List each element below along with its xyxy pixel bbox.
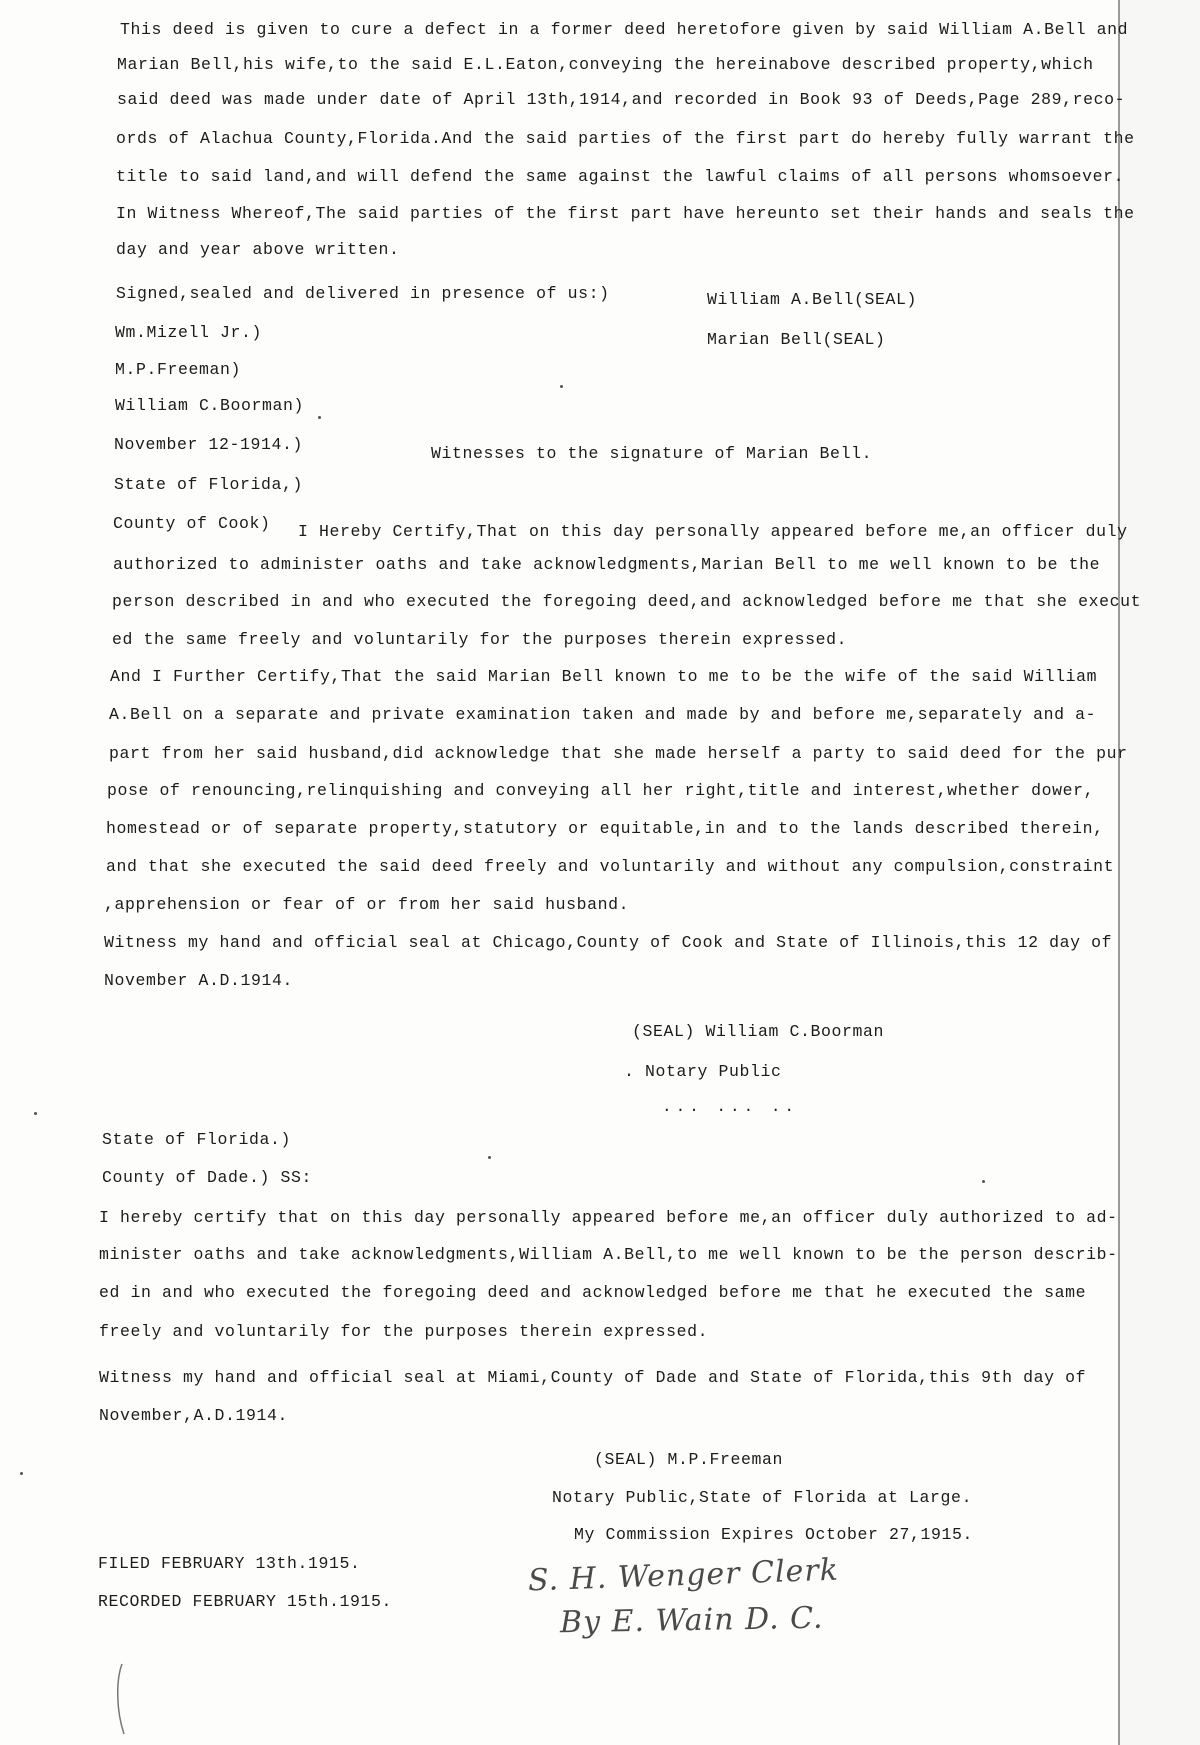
- filed-stamp: FILED FEBRUARY 13th.1915.: [98, 1554, 361, 1573]
- deed-line: In Witness Whereof,The said parties of the first part have hereunto set their hands and seals the: [116, 204, 1135, 223]
- ack-line: November,A.D.1914.: [99, 1406, 289, 1425]
- ack-line: ,apprehension or fear of or from her said husband.: [104, 895, 630, 914]
- venue-state: State of Florida,): [114, 475, 304, 494]
- page-margin: [1120, 0, 1200, 1745]
- ack-line: ed in and who executed the foregoing deed and acknowledged before me that he executed the same: [99, 1283, 1087, 1302]
- ack-line: ed the same freely and voluntarily for the purposes therein expressed.: [112, 630, 848, 649]
- clerk-signature: S. H. Wenger Clerk: [527, 1552, 840, 1599]
- witness-name: Wm.Mizell Jr.): [115, 323, 263, 342]
- venue-county: County of Cook): [113, 514, 271, 533]
- notary-name: (SEAL) M.P.Freeman: [594, 1450, 784, 1469]
- ink-speck: [560, 385, 563, 388]
- ack-line: Witness my hand and official seal at Miami,County of Dade and State of Florida,this 9th day of: [99, 1368, 1087, 1387]
- recorded-stamp: RECORDED FEBRUARY 15th.1915.: [98, 1592, 393, 1611]
- commission-expiry: My Commission Expires October 27,1915.: [574, 1525, 974, 1544]
- ink-speck: [488, 1156, 491, 1159]
- ack-line: And I Further Certify,That the said Marian Bell known to me to be the wife of the said William: [110, 667, 1098, 686]
- ack-line: A.Bell on a separate and private examination taken and made by and before me,separately and a-: [109, 705, 1097, 724]
- ack-line: and that she executed the said deed freely and voluntarily and without any compulsion,constraint: [106, 857, 1115, 876]
- ack-line: I hereby certify that on this day personally appeared before me,an officer duly authorized to ad-: [99, 1208, 1118, 1227]
- deed-line: ords of Alachua County,Florida.And the said parties of the first part do hereby fully warrant the: [116, 129, 1135, 148]
- notary-title: . Notary Public: [624, 1062, 782, 1081]
- venue-county: County of Dade.) SS:: [102, 1168, 313, 1187]
- ink-speck: [34, 1112, 37, 1115]
- pencil-mark: [112, 1660, 132, 1740]
- ack-line: minister oaths and take acknowledgments,William A.Bell,to me well known to be the person describ-: [99, 1245, 1118, 1264]
- venue-state: State of Florida.): [102, 1130, 292, 1149]
- witness-name: William C.Boorman): [115, 396, 305, 415]
- ink-speck: [982, 1180, 985, 1183]
- ack-line: person described in and who executed the foregoing deed,and acknowledged before me that she execut: [112, 592, 1142, 611]
- page-edge: [1118, 0, 1120, 1745]
- grantor-signature: William A.Bell(SEAL): [707, 290, 918, 309]
- ack-line: freely and voluntarily for the purposes therein expressed.: [99, 1322, 709, 1341]
- deputy-signature: By E. Wain D. C.: [559, 1600, 824, 1641]
- witnesses-note: Witnesses to the signature of Marian Bell.: [431, 444, 873, 463]
- deed-line: said deed was made under date of April 13th,1914,and recorded in Book 93 of Deeds,Page 289,reco-: [117, 90, 1126, 109]
- deed-line: title to said land,and will defend the same against the lawful claims of all persons whomsoever.: [116, 167, 1125, 186]
- ink-speck: [318, 416, 321, 419]
- witness-name: M.P.Freeman): [115, 360, 242, 379]
- deed-line: day and year above written.: [116, 240, 400, 259]
- notary-name: (SEAL) William C.Boorman: [632, 1022, 885, 1041]
- ack-line: November A.D.1914.: [104, 971, 294, 990]
- ack-line: homestead or of separate property,statutory or equitable,in and to the lands described therein,: [106, 819, 1104, 838]
- dot-row: ... ... ..: [662, 1098, 799, 1116]
- ack-line: Witness my hand and official seal at Chicago,County of Cook and State of Illinois,this 12 day of: [104, 933, 1113, 952]
- grantor-signature: Marian Bell(SEAL): [707, 330, 886, 349]
- ink-speck: [20, 1472, 23, 1475]
- ack-line: pose of renouncing,relinquishing and conveying all her right,title and interest,whether dower,: [107, 781, 1095, 800]
- notary-title: Notary Public,State of Florida at Large.: [552, 1488, 973, 1507]
- deed-line: Marian Bell,his wife,to the said E.L.Eaton,conveying the hereinabove described property,which: [117, 55, 1094, 74]
- deed-line: This deed is given to cure a defect in a former deed heretofore given by said William A.Bell and: [120, 20, 1129, 39]
- witness-date: November 12-1914.): [114, 435, 304, 454]
- signed-sealed-line: Signed,sealed and delivered in presence of us:): [116, 284, 610, 303]
- ack-line: part from her said husband,did acknowledge that she made herself a party to said deed for the pur: [109, 744, 1128, 763]
- ack-line: authorized to administer oaths and take acknowledgments,Marian Bell to me well known to be the: [113, 555, 1101, 574]
- ack-line: I Hereby Certify,That on this day personally appeared before me,an officer duly: [298, 522, 1128, 541]
